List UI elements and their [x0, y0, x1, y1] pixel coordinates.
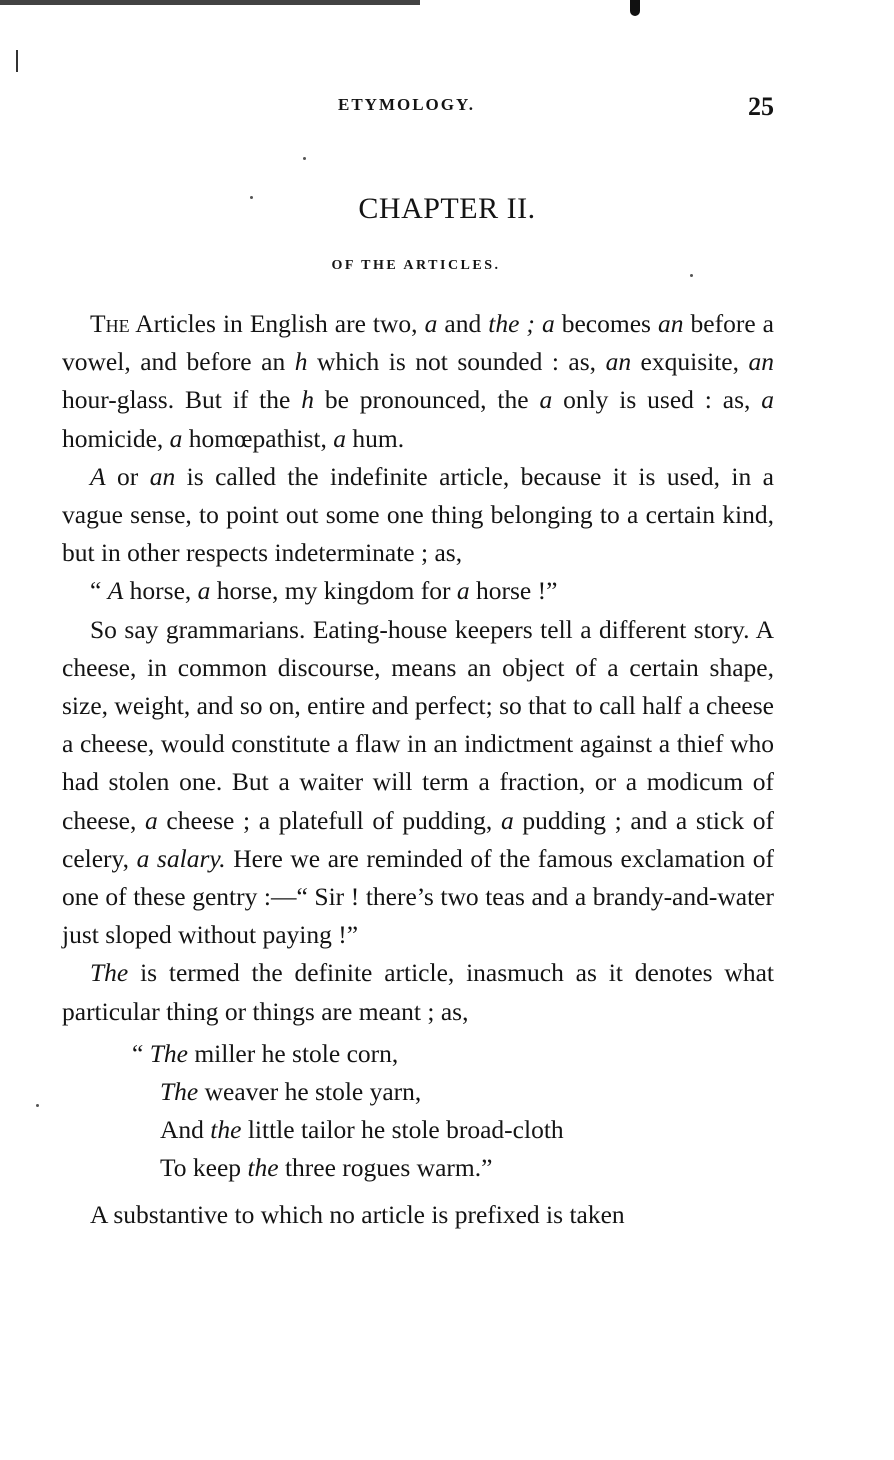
verse-line: And the little tailor he stole broad-cloth [160, 1115, 564, 1145]
chapter-title: CHAPTER II. [358, 192, 536, 225]
paragraph-definite: The is termed the definite article, inasmuch as it denotes what particular thing or things are meant ; as, [62, 958, 774, 1026]
margin-mark [16, 50, 18, 72]
paragraph-indefinite: A or an is called the indefinite article, because it is used, in a vague sense, to point out some one thing belonging to a certain kind, but in other respects indeterminate ; as, [62, 461, 774, 568]
scan-top-edge [0, 0, 420, 5]
body-text [62, 305, 774, 1234]
verse-line: To keep the three rogues warm.” [160, 1153, 493, 1183]
running-head [62, 92, 774, 120]
running-title: ETYMOLOGY. [338, 95, 475, 114]
ink-speck [303, 157, 306, 160]
lead-word: The [90, 309, 130, 338]
page-number: 25 [748, 92, 774, 121]
verse-line: “ The miller he stole corn, [132, 1038, 399, 1068]
verse-line: The weaver he stole yarn, [160, 1077, 422, 1107]
ink-speck [690, 274, 693, 277]
section-title: OF THE ARTICLES. [331, 258, 501, 273]
paragraph-articles: The Articles in English are two, a and the ; a becomes an before a vowel, and before an h which is not sounded : as, an exquisite, an hour-glass. But if the h be pronounced, the a only is used : as, a homicide, a homœpathist, a hum. [62, 309, 774, 453]
paragraph-substantive: A substantive to which no article is prefixed is taken [90, 1199, 625, 1229]
verse-quotation [62, 1035, 774, 1188]
ink-blot [630, 0, 640, 16]
paragraph-cheese: So say grammarians. Eating-house keepers tell a different story. A cheese, in common discourse, means an object of a certain shape, size, weight, and so on, entire and perfect; so that to call half a cheese a cheese, would constitute a flaw in an indictment against a thief who had stolen one. But a waiter will term a fraction, or a modicum of cheese, a cheese ; a platefull of pudding, a pudding ; and a stick of celery, a salary. Here we are reminded of the famous exclamation of one of these gentry :—“ Sir ! there’s two teas and a brandy-and-water just sloped without paying !” [62, 614, 774, 950]
quotation-horse: “ A horse, a horse, my kingdom for a horse !” [90, 576, 558, 606]
ink-speck [36, 1104, 39, 1107]
